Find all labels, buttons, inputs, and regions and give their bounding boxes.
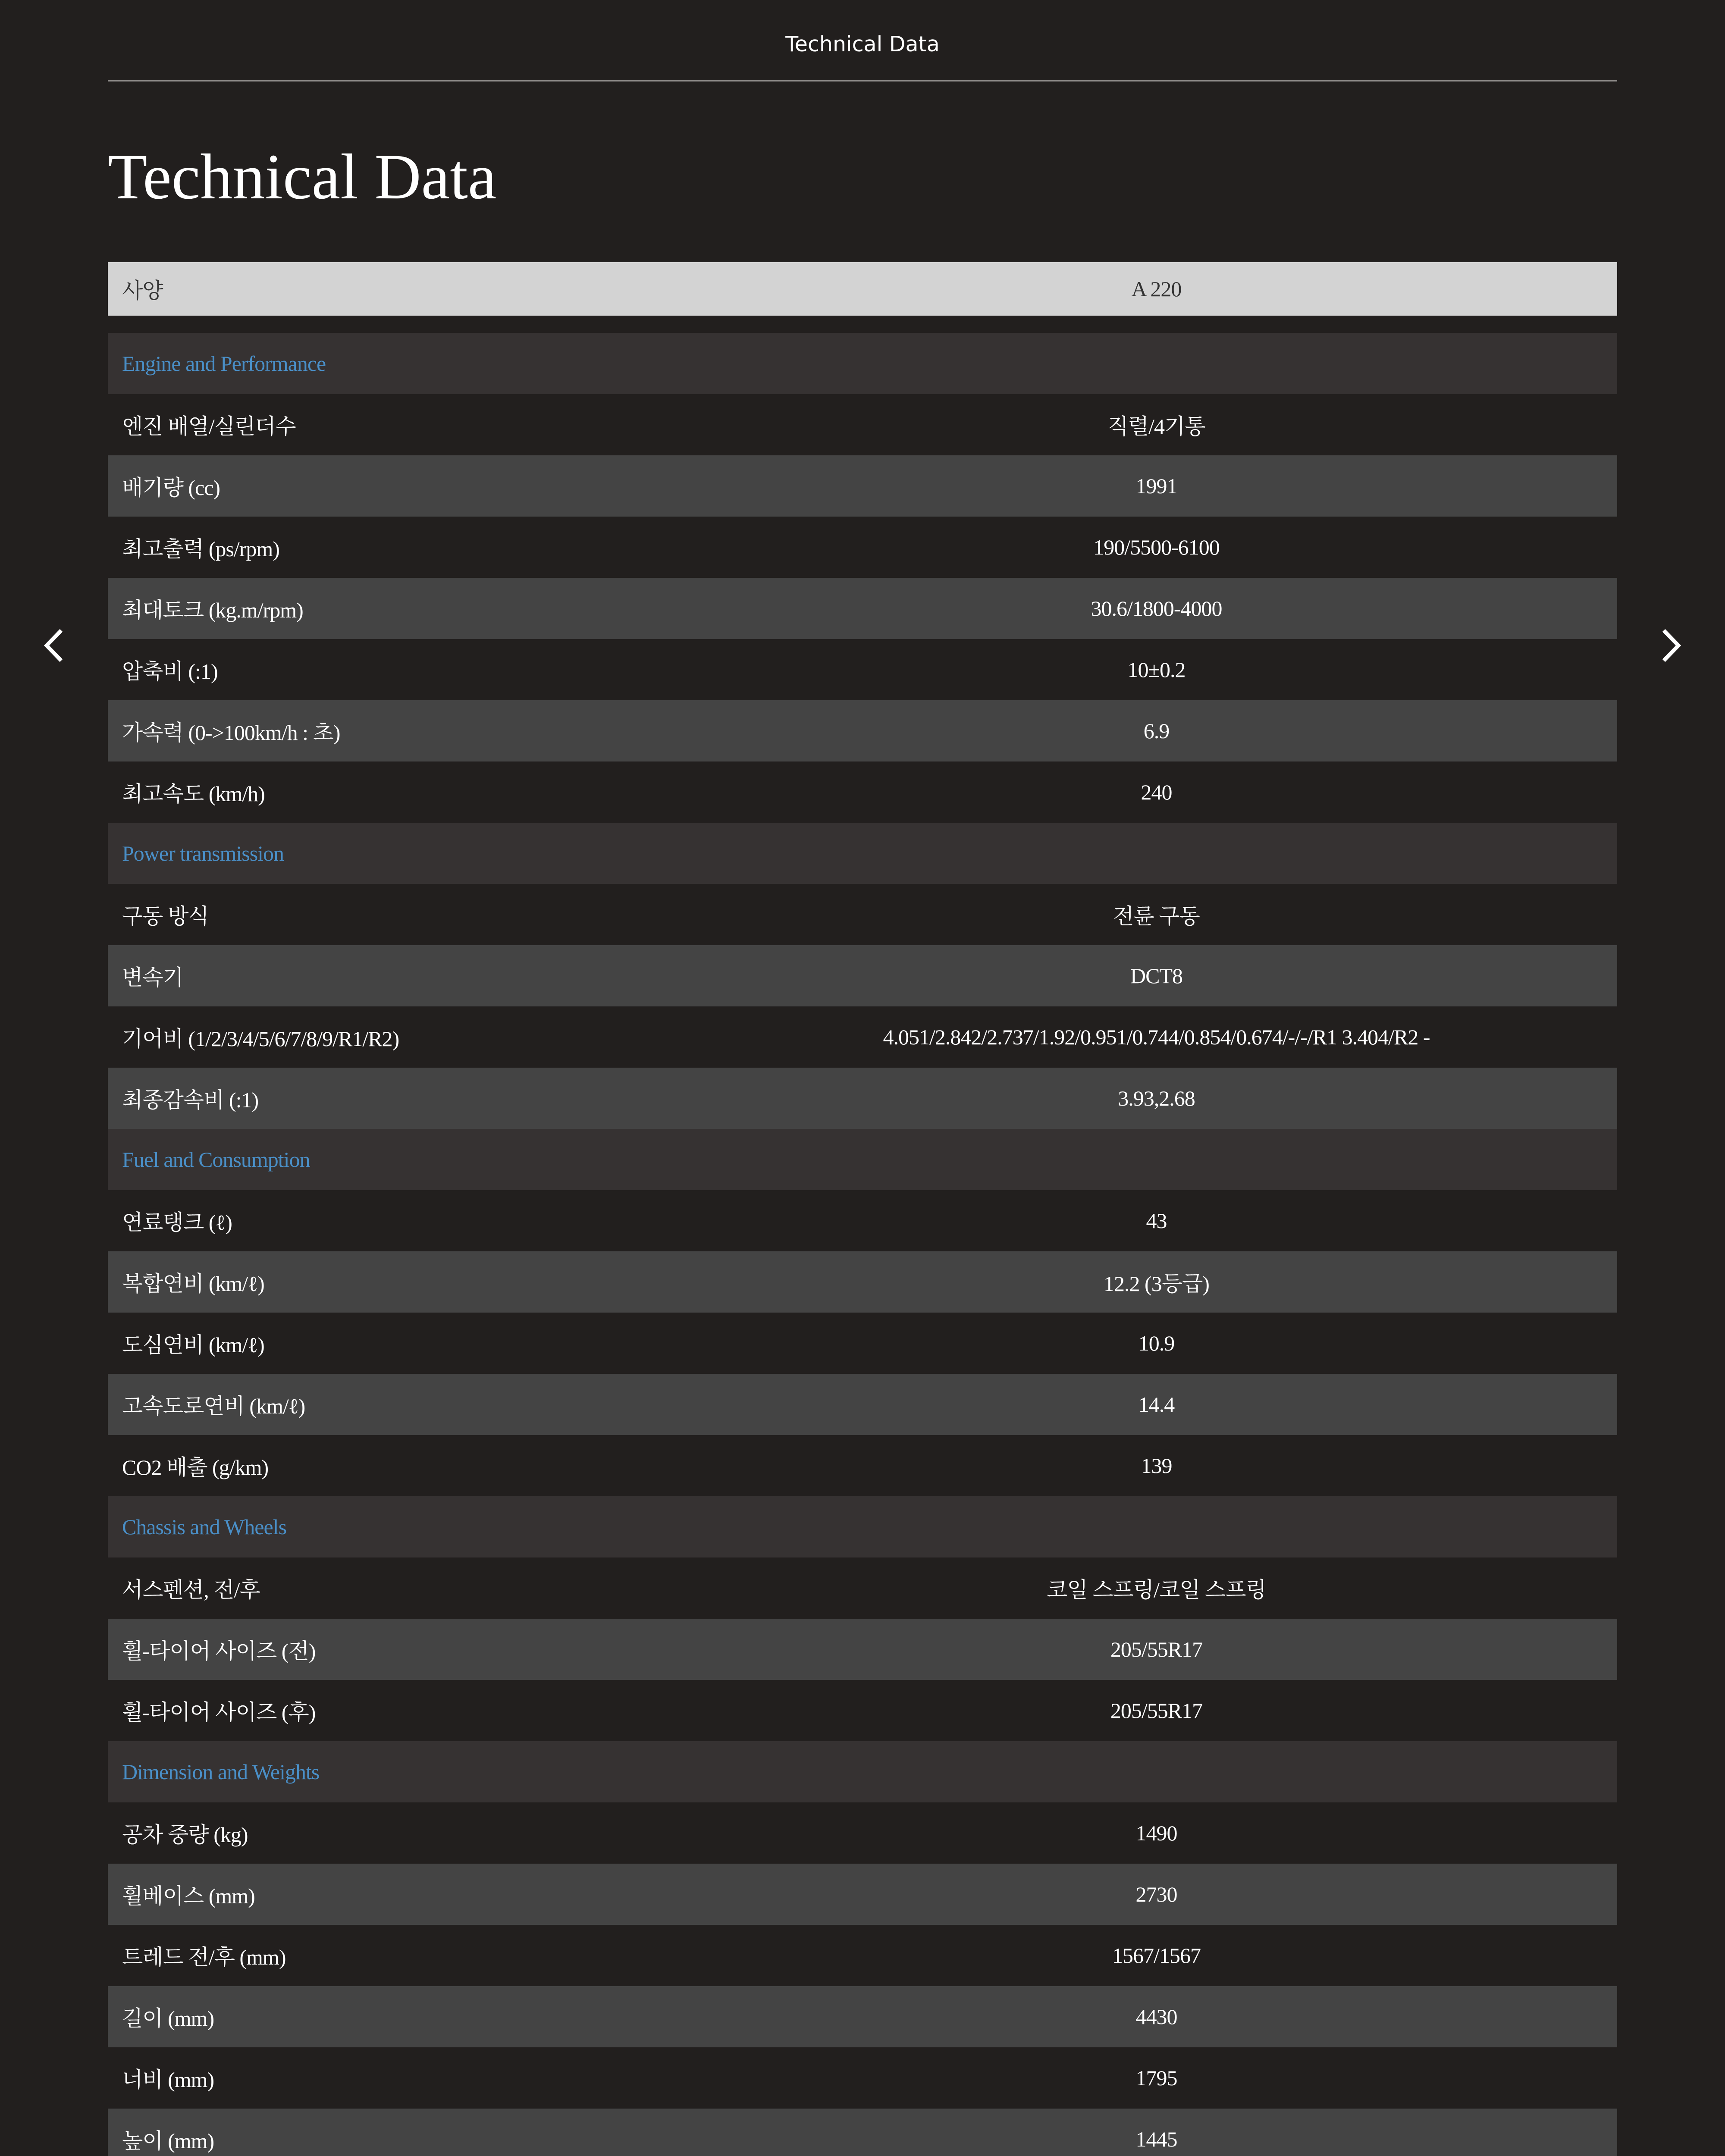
section-row xyxy=(108,1129,1617,1190)
spec-label: 압축비 (:1) xyxy=(108,639,696,700)
section-title: Chassis and Wheels xyxy=(108,1496,1617,1557)
table-row xyxy=(108,884,1617,945)
table-row xyxy=(108,1435,1617,1496)
spec-label: 공차 중량 (kg) xyxy=(108,1802,696,1864)
chevron-right-icon xyxy=(1656,622,1686,669)
spec-value: 240 xyxy=(696,761,1617,823)
table-row xyxy=(108,1986,1617,2047)
spec-value: 139 xyxy=(696,1435,1617,1496)
table-row xyxy=(108,455,1617,517)
spec-label: 길이 (mm) xyxy=(108,1986,696,2047)
spec-value: 14.4 xyxy=(696,1374,1617,1435)
spec-value: 205/55R17 xyxy=(696,1619,1617,1680)
next-button[interactable] xyxy=(1656,622,1686,669)
spec-label: 휠-타이어 사이즈 (전) xyxy=(108,1619,696,1680)
spec-label: 최종감속비 (:1) xyxy=(108,1068,696,1129)
table-row xyxy=(108,761,1617,823)
table-row xyxy=(108,945,1617,1006)
spec-value: 전륜 구동 xyxy=(696,884,1617,945)
spec-value: 1991 xyxy=(696,455,1617,517)
spec-value: 4.051/2.842/2.737/1.92/0.951/0.744/0.854/0.674/-/-/R1 3.404/R2 - xyxy=(696,1006,1617,1068)
top-bar xyxy=(108,0,1617,81)
spec-value: 10±0.2 xyxy=(696,639,1617,700)
spec-label: 기어비 (1/2/3/4/5/6/7/8/9/R1/R2) xyxy=(108,1006,696,1068)
table-row xyxy=(108,1864,1617,1925)
spec-value: 1567/1567 xyxy=(696,1925,1617,1986)
table-row xyxy=(108,1925,1617,1986)
section-title: Fuel and Consumption xyxy=(108,1129,1617,1190)
table-row xyxy=(108,1006,1617,1068)
spec-label: 배기량 (cc) xyxy=(108,455,696,517)
section-title: Power transmission xyxy=(108,823,1617,884)
table-row xyxy=(108,2109,1617,2156)
spec-label: 연료탱크 (ℓ) xyxy=(108,1190,696,1251)
spec-value: 43 xyxy=(696,1190,1617,1251)
spec-label: 휠베이스 (mm) xyxy=(108,1864,696,1925)
spec-label: 도심연비 (km/ℓ) xyxy=(108,1313,696,1374)
spec-value: 6.9 xyxy=(696,700,1617,761)
table-row xyxy=(108,1313,1617,1374)
table-row xyxy=(108,1190,1617,1251)
section-title: Engine and Performance xyxy=(108,333,1617,394)
spec-value: 205/55R17 xyxy=(696,1680,1617,1741)
spec-label: 최대토크 (kg.m/rpm) xyxy=(108,578,696,639)
spec-value: 12.2 (3등급) xyxy=(696,1251,1617,1313)
section-row xyxy=(108,1741,1617,1802)
spec-value: 3.93,2.68 xyxy=(696,1068,1617,1129)
table-row xyxy=(108,1680,1617,1741)
section-row xyxy=(108,1496,1617,1557)
section-row xyxy=(108,823,1617,884)
spec-value: 코일 스프링/코일 스프링 xyxy=(696,1557,1617,1619)
spec-label: 최고출력 (ps/rpm) xyxy=(108,517,696,578)
table-row xyxy=(108,394,1617,455)
spec-value: 1795 xyxy=(696,2047,1617,2109)
spec-label: 높이 (mm) xyxy=(108,2109,696,2156)
table-row xyxy=(108,1802,1617,1864)
table-row xyxy=(108,1619,1617,1680)
spec-label: 구동 방식 xyxy=(108,884,696,945)
spec-value: 190/5500-6100 xyxy=(696,517,1617,578)
top-bar-title: Technical Data xyxy=(785,32,940,56)
spec-value: 4430 xyxy=(696,1986,1617,2047)
table-row xyxy=(108,1557,1617,1619)
section-title: Dimension and Weights xyxy=(108,1741,1617,1802)
table-row xyxy=(108,700,1617,761)
table-row xyxy=(108,578,1617,639)
spec-label: 트레드 전/후 (mm) xyxy=(108,1925,696,1986)
header-model: A 220 xyxy=(696,262,1617,316)
header-label: 사양 xyxy=(108,262,696,316)
table-header-row xyxy=(108,262,1617,316)
spec-label: 복합연비 (km/ℓ) xyxy=(108,1251,696,1313)
section-row xyxy=(108,333,1617,394)
page-title: Technical Data xyxy=(108,141,497,213)
table-spacer xyxy=(108,316,1617,333)
spec-value: 1490 xyxy=(696,1802,1617,1864)
spec-value: 10.9 xyxy=(696,1313,1617,1374)
spec-value: 1445 xyxy=(696,2109,1617,2156)
spec-label: 휠-타이어 사이즈 (후) xyxy=(108,1680,696,1741)
technical-data-table xyxy=(108,262,1617,2156)
table-row xyxy=(108,1374,1617,1435)
spec-value: 30.6/1800-4000 xyxy=(696,578,1617,639)
spec-label: 서스펜션, 전/후 xyxy=(108,1557,696,1619)
spec-label: CO2 배출 (g/km) xyxy=(108,1435,696,1496)
table-row xyxy=(108,1251,1617,1313)
prev-button[interactable] xyxy=(39,622,69,669)
spec-label: 최고속도 (km/h) xyxy=(108,761,696,823)
spec-label: 엔진 배열/실린더수 xyxy=(108,394,696,455)
spec-value: DCT8 xyxy=(696,945,1617,1006)
table-row xyxy=(108,2047,1617,2109)
spec-label: 너비 (mm) xyxy=(108,2047,696,2109)
spec-value: 2730 xyxy=(696,1864,1617,1925)
chevron-left-icon xyxy=(39,622,69,669)
table-row xyxy=(108,517,1617,578)
table-row xyxy=(108,639,1617,700)
spec-label: 가속력 (0->100km/h : 초) xyxy=(108,700,696,761)
spec-label: 고속도로연비 (km/ℓ) xyxy=(108,1374,696,1435)
spec-label: 변속기 xyxy=(108,945,696,1006)
spec-value: 직렬/4기통 xyxy=(696,394,1617,455)
table-row xyxy=(108,1068,1617,1129)
